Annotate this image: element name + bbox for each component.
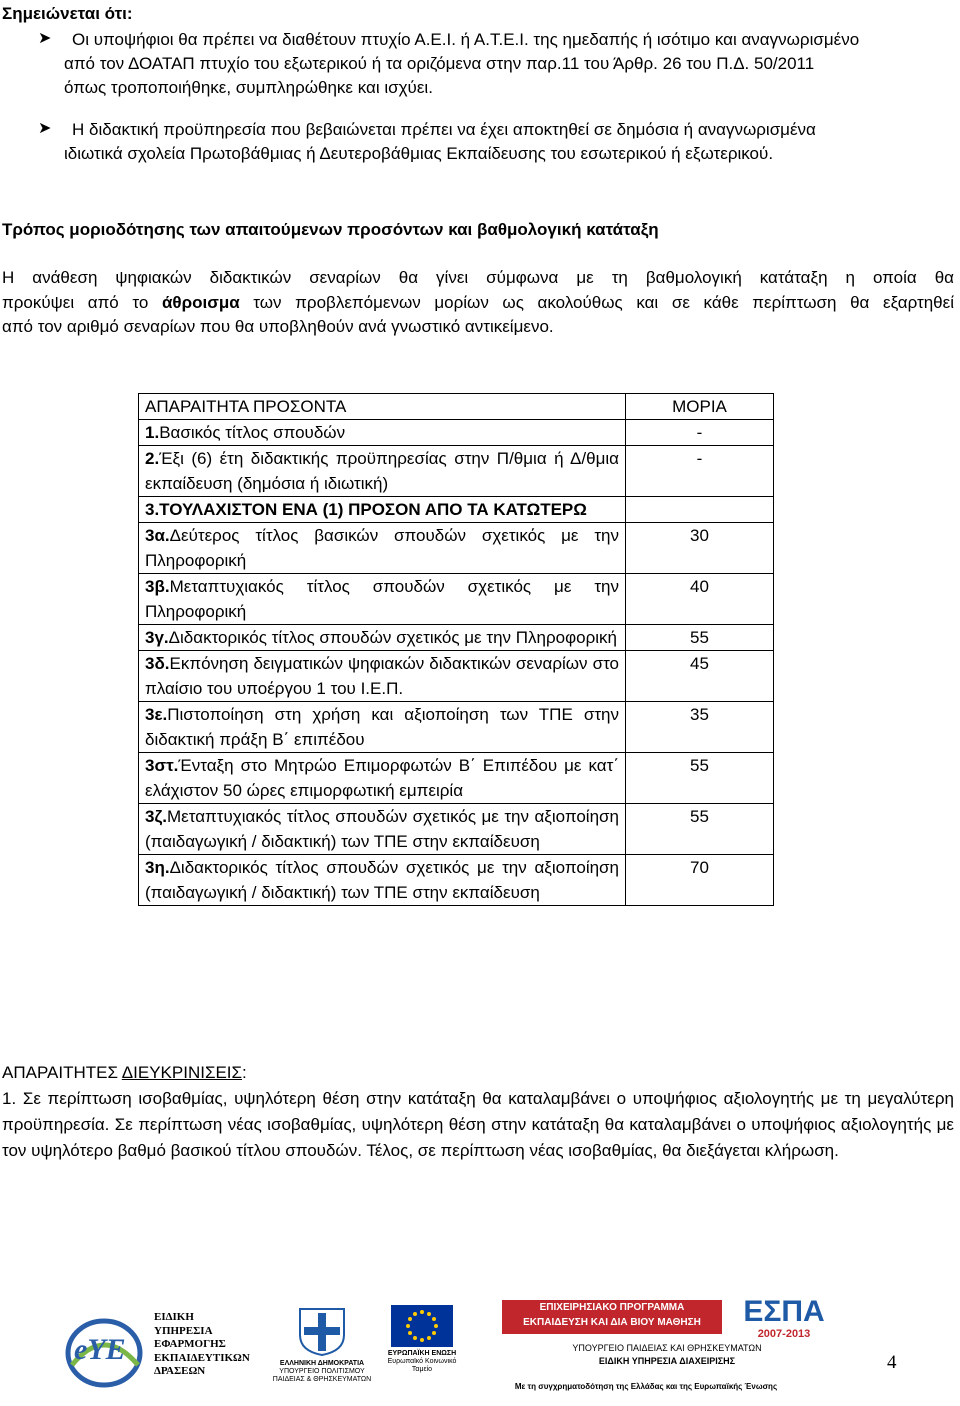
section-paragraph-line-3: από τον αριθμό σεναρίων που θα υποβληθούν ανά γνωστικό αντικείμενο. [2,317,554,336]
row-number: 3ε. [145,705,168,724]
row-points: 55 [626,753,774,804]
eu-flag-icon [391,1305,453,1347]
espa-years: 2007-2013 [757,1328,811,1340]
row-text: Μεταπτυχιακός τίτλος σπουδών σχετικός με την Πληροφορική [145,577,619,621]
page-number: 4 [887,1352,897,1373]
row-text: Μεταπτυχιακός τίτλος σπουδών σχετικός με την αξιοποίηση (παιδαγωγική / διδακτική) των ΤΠΕ στην εκπαίδευση [145,807,619,851]
eye-logo-line: ΕΦΑΡΜΟΓΗΣ [154,1338,226,1350]
gr-logo-line: ΕΛΛΗΝΙΚΗ ΔΗΜΟΚΡΑΤΙΑ [279,1360,365,1367]
table-row [139,523,774,574]
table-header-row [139,394,774,420]
eye-logo-line: ΕΙΔΙΚΗ [154,1311,194,1323]
row-text: Διδακτορικός τίτλος σπουδών σχετικός με την Πληροφορική [168,628,617,647]
row-points: 35 [626,702,774,753]
header-points: ΜΟΡΙΑ [626,394,774,420]
table-row [139,651,774,702]
clarifications-title-a: ΑΠΑΡΑΙΤΗΤΕΣ [2,1063,122,1082]
note-bullet-2-line-2: ιδιωτικά σχολεία Πρωτοβάθμιας ή Δευτεροβάθμιας Εκπαίδευσης του εσωτερικού ή εξωτερικού. [64,144,774,163]
row-points: 55 [626,625,774,651]
clarifications-title-underlined: ΔΙΕΥΚΡΙΝΙΣΕΙΣ [121,1063,243,1082]
row-number: 2. [145,449,160,468]
row-number: 3α. [145,526,170,545]
operational-programme-logo [452,1292,840,1402]
row-points: 40 [626,574,774,625]
note-bullet-2-line-1: Η διδακτική προϋπηρεσία που βεβαιώνεται πρέπει να έχει αποκτηθεί σε δημόσια ή αναγνωρισμένα [72,120,816,139]
eye-logo-line: ΔΡΑΣΕΩΝ [154,1365,206,1377]
hellenic-republic-logo [270,1305,374,1395]
table-row [139,702,774,753]
row-number: 3β. [145,577,170,596]
eye-logo-text [154,1311,250,1379]
table-row [139,753,774,804]
eye-logo-line: ΕΚΠΑΙΔΕΥΤΙΚΩΝ [154,1351,250,1364]
gr-logo-line: ΥΠΟΥΡΓΕΙΟ ΠΟΛΙΤΙΣΜΟΥ [279,1368,365,1375]
row-points: 45 [626,651,774,702]
table-row [139,497,774,523]
eu-logo-line: Ευρωπαϊκό Κοινωνικό Ταμείο [387,1358,457,1373]
arrow-bullet-icon: ➤ [38,120,52,137]
gr-logo-line: ΠΑΙΔΕΙΑΣ & ΘΡΗΣΚΕΥΜΑΤΩΝ [272,1376,372,1383]
section-paragraph-line-1: Η ανάθεση ψηφιακών διδακτικών σεναρίων θα γίνει σύμφωνα με τη βαθμολογική κατάταξη η οποία θα [2,268,954,287]
section-title: Τρόπος μοριοδότησης των απαιτούμενων προσόντων και βαθμολογική κατάταξη [2,220,659,239]
espa-logo [734,1296,834,1340]
table-row [139,574,774,625]
eu-logo [384,1305,460,1395]
note-bullet-2 [6,118,956,166]
clarifications-title-b: : [242,1063,247,1082]
row-number: 3δ. [145,654,170,673]
table-row [139,804,774,855]
epe-ministry [502,1342,832,1368]
row-text: Ένταξη στο Μητρώο Επιμορφωτών Β΄ Επιπέδου με κατ΄ ελάχιστον 50 ώρες επιμορφωτική εμπειρία [145,756,619,800]
notes-title: Σημειώνεται ότι: [2,4,133,23]
row-number: 3η. [145,858,170,877]
table-row [139,625,774,651]
eu-logo-line: ΕΥΡΩΠΑΪΚΗ ΕΝΩΣΗ [387,1350,457,1357]
row-number: 3γ. [145,628,169,647]
greek-emblem-icon [294,1305,350,1357]
section-paragraph-line-2 [2,291,954,316]
row-points: - [626,420,774,446]
section-paragraph-line-2-a: προκύψει από το [2,292,162,312]
eye-logo-line: ΥΠΗΡΕΣΙΑ [154,1324,213,1337]
table-row [139,420,774,446]
epe-line: ΥΠΟΥΡΓΕΙΟ ΠΑΙΔΕΙΑΣ ΚΑΙ ΘΡΗΣΚΕΥΜΑΤΩΝ [572,1343,762,1353]
table-row [139,446,774,497]
row-text: Δεύτερος τίτλος βασικών σπουδών σχετικός με την Πληροφορική [145,526,619,570]
clarifications-text: 1. Σε περίπτωση ισοβαθμίας, υψηλότερη θέση στην κατάταξη θα καταλαμβάνει ο υποψήφιος αξιολογητής με τη μεγαλύτερη προϋπηρεσία. Σε περίπτωση νέας ισοβαθμίας, υψηλότερη θέση στην κατάταξη θα καταλαμβάνει ο υποψήφιος αξιολογητής με τον υψηλότερο βαθμό βασικού τίτλου σπουδών. Τέλος, σε περίπτωση νέας ισοβαθμίας, θα διεξάγεται κλήρωση. [2,1089,954,1160]
qualifications-table [138,393,774,906]
note-bullet-1 [6,28,956,100]
row-text: Πιστοποίηση στη χρήση και αξιοποίηση των ΤΠΕ στην διδακτική πράξη Β΄ επιπέδου [145,705,619,749]
eye-logo-mark: eYE [74,1333,126,1366]
table-row [139,855,774,906]
row-text: 3.ΤΟΥΛΑΧΙΣΤΟΝ ΕΝΑ (1) ΠΡΟΣΟΝ ΑΠΟ ΤΑ ΚΑΤΩΤΕΡΩ [145,500,587,519]
row-number: 1. [145,423,160,442]
row-text: Εκπόνηση δειγματικών ψηφιακών διδακτικών σεναρίων στο πλαίσιο του υποέργου 1 του Ι.Ε.Π. [145,654,619,698]
sum-emphasis: άθροισμα [161,292,240,312]
epe-line: ΕΠΙΧΕΙΡΗΣΙΑΚΟ ΠΡΟΓΡΑΜΜΑ [539,1302,685,1313]
row-text: Έξι (6) έτη διδακτικής προϋπηρεσίας στην Π/θμια ή Δ/θμια εκπαίδευση (δημόσια ή ιδιωτική) [145,449,619,493]
section-paragraph-line-2-b: των προβλεπόμενων μορίων ως ακολούθως και σε κάθε περίπτωση θα εξαρτηθεί [239,292,954,312]
row-points: 70 [626,855,774,906]
espa-mark: ΕΣΠΑ [743,1295,825,1328]
row-text: Βασικός τίτλος σπουδών [159,423,346,442]
eye-logo [62,1305,260,1390]
epe-line: ΕΙΔΙΚΗ ΥΠΗΡΕΣΙΑ ΔΙΑΧΕΙΡΙΣΗΣ [598,1356,736,1366]
note-bullet-1-line-3: όπως τροποποιήθηκε, συμπληρώθηκε και ισχύει. [64,78,433,97]
epe-banner [502,1300,722,1334]
row-number: 3ζ. [145,807,168,826]
clarifications-title [2,1063,247,1083]
note-bullet-1-line-2: από τον ΔΟΑΤΑΠ πτυχίο του εξωτερικού ή τα οριζόμενα στην παρ.11 του Άρθρ. 26 του Π.Δ. 50/2011 [64,54,815,73]
row-points: 30 [626,523,774,574]
arrow-bullet-icon: ➤ [38,30,52,47]
row-points: - [626,446,774,497]
row-points: 55 [626,804,774,855]
co-funding-note: Με τη συγχρηματοδότηση της Ελλάδας και της Ευρωπαϊκής Ένωσης [514,1382,778,1391]
header-requirements: ΑΠΑΡΑΙΤΗΤΑ ΠΡΟΣΟΝΤΑ [139,394,626,420]
epe-line: ΕΚΠΑΙΔΕΥΣΗ ΚΑΙ ΔΙΑ ΒΙΟΥ ΜΑΘΗΣΗ [523,1317,701,1328]
note-bullet-1-line-1: Οι υποψήφιοι θα πρέπει να διαθέτουν πτυχίο Α.Ε.Ι. ή Α.Τ.Ε.Ι. της ημεδαπής ή ισότιμο και αναγνωρισμένο [72,30,860,49]
section-paragraph [2,266,954,340]
row-text: Διδακτορικός τίτλος σπουδών σχετικός με την αξιοποίηση (παιδαγωγική / διδακτική) των ΤΠΕ στην εκπαίδευση [145,858,619,902]
row-number: 3στ. [145,756,179,775]
row-points [626,497,774,523]
